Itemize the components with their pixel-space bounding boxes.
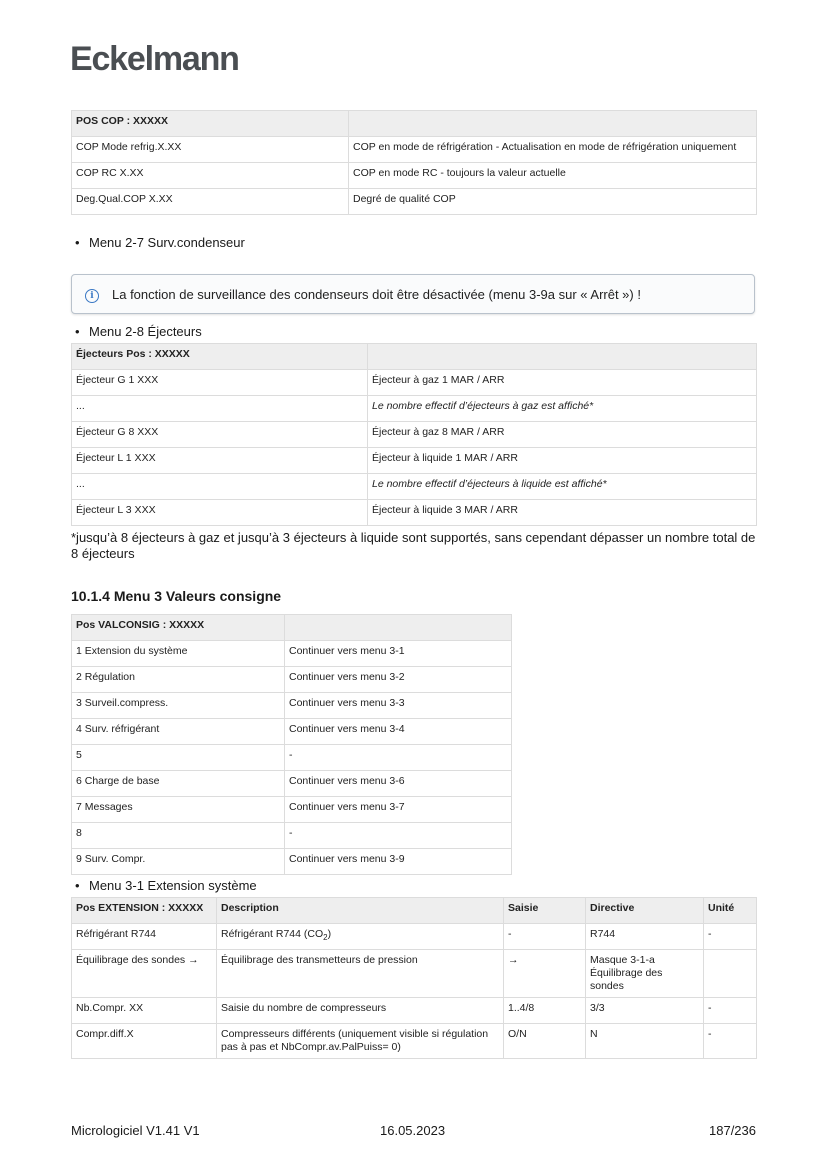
footer-left: Micrologiciel V1.41 V1 — [71, 1123, 200, 1138]
table-cell: 1..4/8 — [504, 998, 586, 1024]
table-header-row — [72, 898, 757, 924]
table-cell: COP RC X.XX — [72, 163, 349, 189]
bullet-menu-3-1 — [75, 878, 257, 893]
table-cell: Éjecteur à liquide 1 MAR / ARR — [368, 448, 757, 474]
table-row — [72, 823, 512, 849]
bullet-text: Menu 3-1 Extension système — [89, 878, 257, 893]
table-cell: Continuer vers menu 3-4 — [285, 719, 512, 745]
bullet-icon: • — [75, 235, 80, 250]
table-row — [72, 422, 757, 448]
table-header-row — [72, 344, 757, 370]
table-cell: Continuer vers menu 3-2 — [285, 667, 512, 693]
valconsig-table — [71, 614, 512, 875]
table-row — [72, 849, 512, 875]
table-cell: R744 — [586, 924, 704, 950]
table-cell: Deg.Qual.COP X.XX — [72, 189, 349, 215]
table-cell: 2 Régulation — [72, 667, 285, 693]
bullet-text: Menu 2-7 Surv.condenseur — [89, 235, 245, 250]
bullet-icon: • — [75, 324, 80, 339]
ejector-table — [71, 343, 757, 526]
table-cell: ... — [72, 396, 368, 422]
table-cell-text: Réfrigérant R744 (CO — [221, 928, 324, 940]
table-row — [72, 641, 512, 667]
table-cell: Éjecteur à liquide 3 MAR / ARR — [368, 500, 757, 526]
section-heading: 10.1.4 Menu 3 Valeurs consigne — [71, 588, 282, 604]
table-row — [72, 924, 757, 950]
table-cell: COP Mode refrig.X.XX — [72, 137, 349, 163]
table-cell: 8 — [72, 823, 285, 849]
table-cell: Éjecteur à gaz 8 MAR / ARR — [368, 422, 757, 448]
footnote-paragraph: *jusqu’à 8 éjecteurs à gaz et jusqu’à 3 éjecteurs à liquide sont supportés, sans cependant dépasser un nombre total de 8 éjecteurs — [71, 530, 756, 561]
table-row — [72, 998, 757, 1024]
table-header-cell: Pos EXTENSION : XXXXX — [72, 898, 217, 924]
table-cell: O/N — [504, 1024, 586, 1059]
table-header-cell — [368, 344, 757, 370]
table-row — [72, 474, 757, 500]
table-cell: N — [586, 1024, 704, 1059]
table-header-cell — [285, 615, 512, 641]
bullet-icon: • — [75, 878, 80, 893]
bullet-menu-2-7 — [75, 235, 245, 250]
table-cell: COP en mode de réfrigération - Actualisation en mode de réfrigération uniquement — [349, 137, 757, 163]
info-icon: i — [85, 289, 99, 303]
table-cell: - — [285, 823, 512, 849]
table-cell: 3/3 — [586, 998, 704, 1024]
table-header-cell: Éjecteurs Pos : XXXXX — [72, 344, 368, 370]
table-cell: Compresseurs différents (uniquement visible si régulation pas à pas et NbCompr.av.PalPuiss= 0) — [217, 1024, 504, 1059]
table-row — [72, 797, 512, 823]
table-row — [72, 163, 757, 189]
table-header-cell: Description — [217, 898, 504, 924]
table-cell: 7 Messages — [72, 797, 285, 823]
table-header-cell — [349, 111, 757, 137]
table-cell: Masque 3-1-a Équilibrage des sondes — [586, 950, 704, 998]
table-cell: Éjecteur G 8 XXX — [72, 422, 368, 448]
table-cell — [704, 950, 757, 998]
table-header-cell: Directive — [586, 898, 704, 924]
cop-table — [71, 110, 757, 215]
bullet-text: Menu 2-8 Éjecteurs — [89, 324, 202, 339]
table-row — [72, 137, 757, 163]
table-header-row — [72, 615, 512, 641]
table-header-row — [72, 111, 757, 137]
table-cell: Continuer vers menu 3-7 — [285, 797, 512, 823]
table-cell: Équilibrage des sondes → — [72, 950, 217, 998]
table-cell: 6 Charge de base — [72, 771, 285, 797]
table-cell: - — [285, 745, 512, 771]
info-note — [71, 274, 755, 314]
table-cell: → — [504, 950, 586, 998]
table-row — [72, 693, 512, 719]
table-cell: Éjecteur G 1 XXX — [72, 370, 368, 396]
table-cell: Continuer vers menu 3-6 — [285, 771, 512, 797]
table-cell: 9 Surv. Compr. — [72, 849, 285, 875]
table-cell: Éjecteur L 3 XXX — [72, 500, 368, 526]
table-row — [72, 719, 512, 745]
table-cell: Saisie du nombre de compresseurs — [217, 998, 504, 1024]
table-cell: Équilibrage des transmetteurs de pression — [217, 950, 504, 998]
bullet-menu-2-8 — [75, 324, 202, 339]
footer-page-number: 187/236 — [709, 1123, 756, 1138]
table-row — [72, 189, 757, 215]
table-row — [72, 950, 757, 998]
table-cell: COP en mode RC - toujours la valeur actuelle — [349, 163, 757, 189]
table-row — [72, 396, 757, 422]
table-row — [72, 1024, 757, 1059]
extension-table — [71, 897, 757, 1059]
table-cell: Éjecteur L 1 XXX — [72, 448, 368, 474]
table-cell: Continuer vers menu 3-9 — [285, 849, 512, 875]
table-row — [72, 745, 512, 771]
table-row — [72, 448, 757, 474]
table-cell: Éjecteur à gaz 1 MAR / ARR — [368, 370, 757, 396]
table-cell: - — [704, 998, 757, 1024]
brand-logo: Eckelmann — [70, 40, 239, 78]
table-cell: Degré de qualité COP — [349, 189, 757, 215]
table-row — [72, 771, 512, 797]
table-row — [72, 667, 512, 693]
table-header-cell: Saisie — [504, 898, 586, 924]
table-row — [72, 500, 757, 526]
table-cell: Compr.diff.X — [72, 1024, 217, 1059]
table-header-cell: POS COP : XXXXX — [72, 111, 349, 137]
table-cell: Le nombre effectif d’éjecteurs à gaz est affiché* — [368, 396, 757, 422]
table-cell: 1 Extension du système — [72, 641, 285, 667]
table-cell: - — [704, 924, 757, 950]
info-note-text: La fonction de surveillance des condenseurs doit être désactivée (menu 3-9a sur « Arrêt ») ! — [112, 287, 641, 302]
table-cell: Continuer vers menu 3-1 — [285, 641, 512, 667]
table-cell: Réfrigérant R744 — [72, 924, 217, 950]
table-header-cell: Pos VALCONSIG : XXXXX — [72, 615, 285, 641]
table-cell: Le nombre effectif d’éjecteurs à liquide est affiché* — [368, 474, 757, 500]
footer-date: 16.05.2023 — [380, 1123, 446, 1138]
table-header-cell: Unité — [704, 898, 757, 924]
table-cell: 5 — [72, 745, 285, 771]
table-cell: - — [504, 924, 586, 950]
table-cell: ... — [72, 474, 368, 500]
subscript: 2 — [323, 933, 328, 943]
table-cell: 4 Surv. réfrigérant — [72, 719, 285, 745]
table-cell-text: ) — [327, 928, 332, 940]
table-cell: 3 Surveil.compress. — [72, 693, 285, 719]
table-cell — [217, 924, 504, 950]
table-cell: - — [704, 1024, 757, 1059]
table-cell: Continuer vers menu 3-3 — [285, 693, 512, 719]
table-row — [72, 370, 757, 396]
table-cell: Nb.Compr. XX — [72, 998, 217, 1024]
